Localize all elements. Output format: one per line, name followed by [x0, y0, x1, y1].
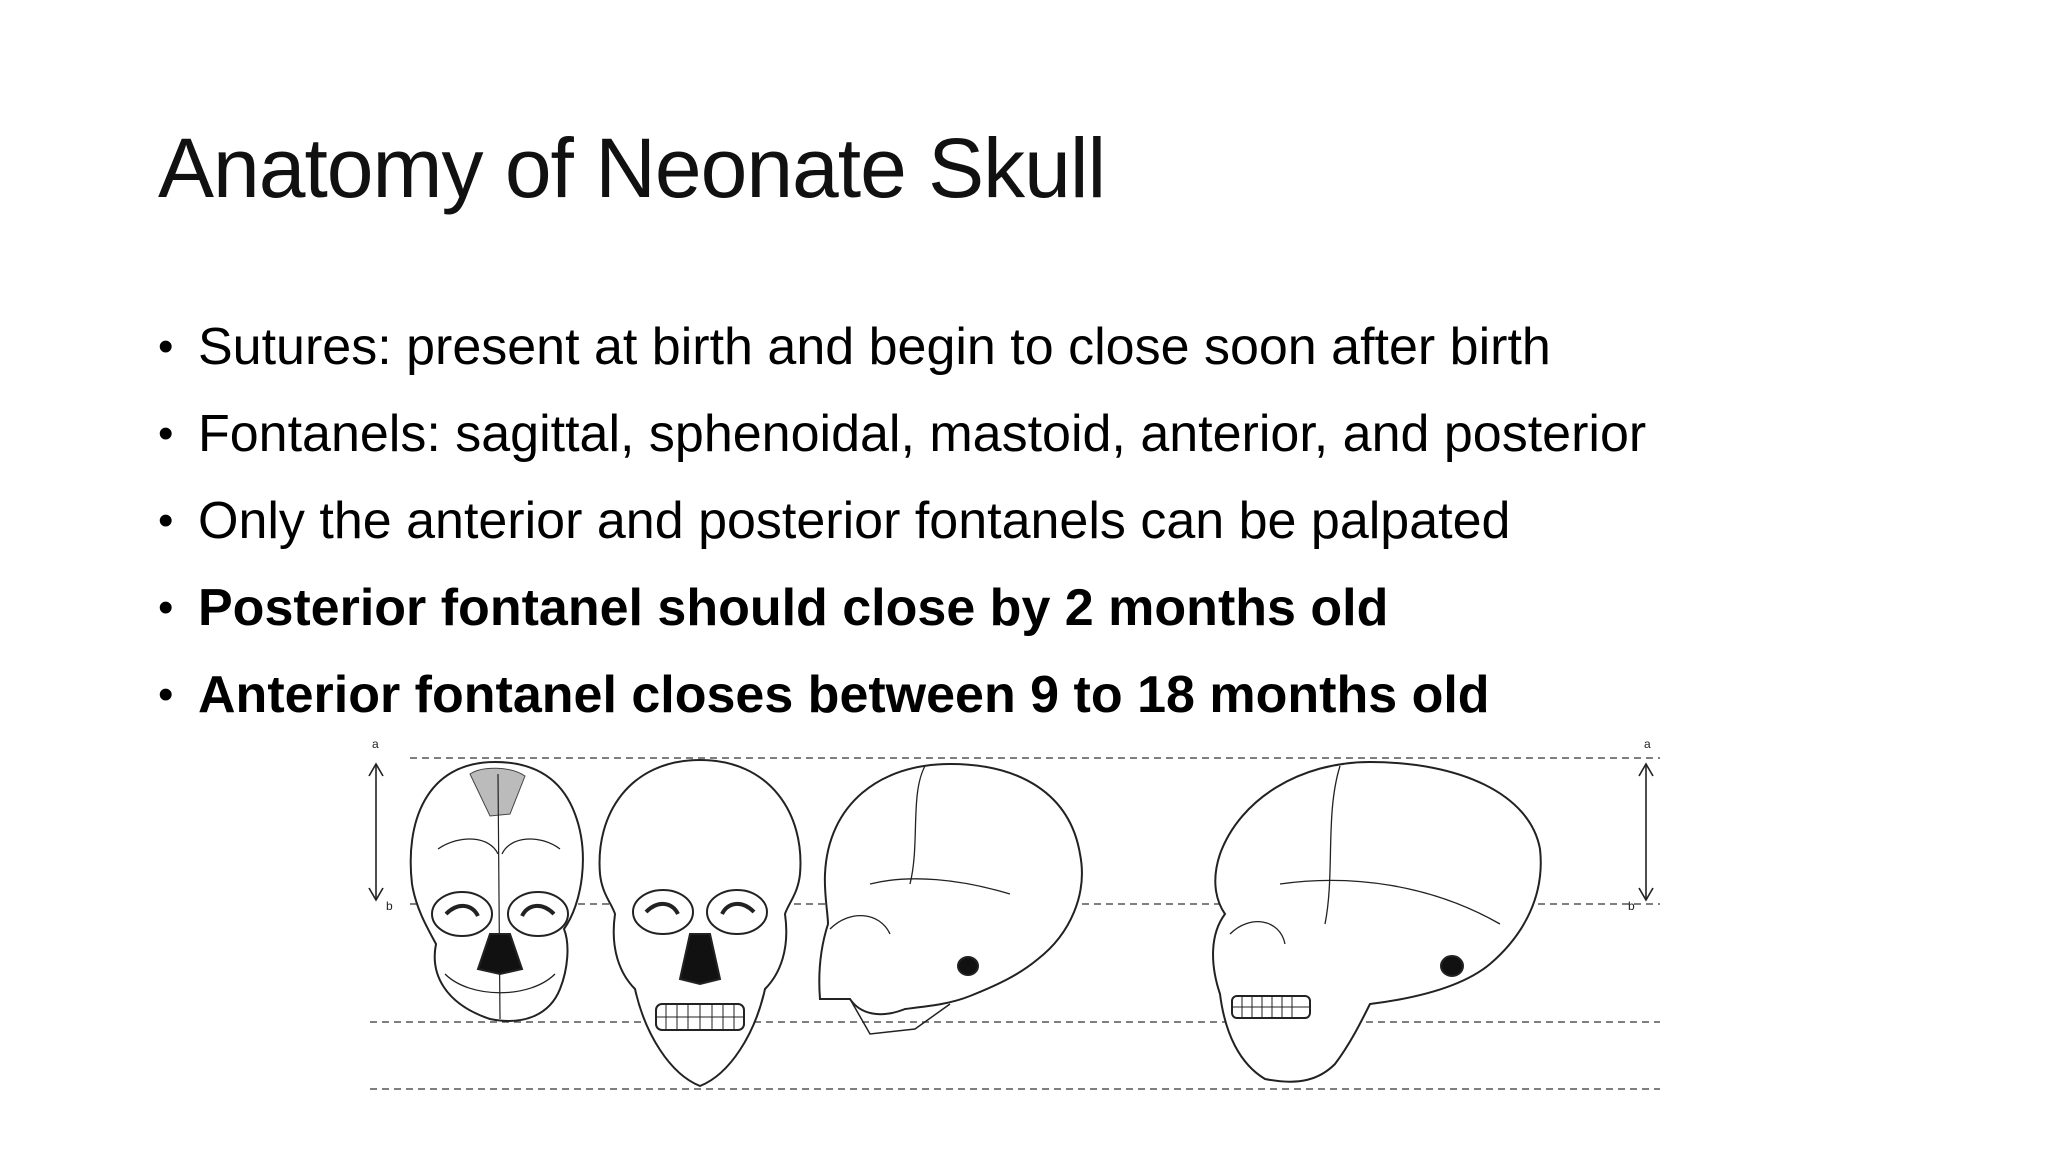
adult-skull-side: [1213, 762, 1541, 1082]
bullet-item: [158, 486, 1646, 573]
bullet-text: Sutures: present at birth and begin to close soon after birth: [198, 318, 1551, 376]
marker-b-left: b: [386, 899, 393, 913]
bullet-dot: •: [158, 409, 174, 458]
bullet-item: [158, 573, 1646, 660]
right-measure-arrow: [1639, 764, 1653, 900]
skull-illustration: [350, 734, 1680, 1104]
neonate-skull-side: [819, 764, 1082, 1034]
bullet-list: [158, 312, 1646, 747]
marker-a-right: a: [1644, 737, 1651, 751]
bullet-text: Fontanels: sagittal, sphenoidal, mastoid, anterior, and posterior: [198, 405, 1647, 463]
bullet-dot: •: [158, 496, 174, 545]
marker-b-right: b: [1628, 899, 1635, 913]
left-measure-arrow: [369, 764, 383, 900]
bullet-dot: •: [158, 670, 174, 719]
slide-title: Anatomy of Neonate Skull: [158, 121, 1106, 215]
skull-comparison-figure: [350, 734, 1680, 1104]
bullet-text: Anterior fontanel closes between 9 to 18 months old: [198, 666, 1490, 724]
neonate-skull-front: [411, 762, 583, 1021]
bullet-dot: •: [158, 322, 174, 371]
bullet-text: Only the anterior and posterior fontanels can be palpated: [198, 492, 1511, 550]
marker-a-left: a: [372, 737, 379, 751]
bullet-text: Posterior fontanel should close by 2 months old: [198, 579, 1389, 637]
adult-skull-front: [600, 760, 801, 1086]
bullet-item: [158, 312, 1646, 399]
bullet-dot: •: [158, 583, 174, 632]
bullet-item: [158, 399, 1646, 486]
